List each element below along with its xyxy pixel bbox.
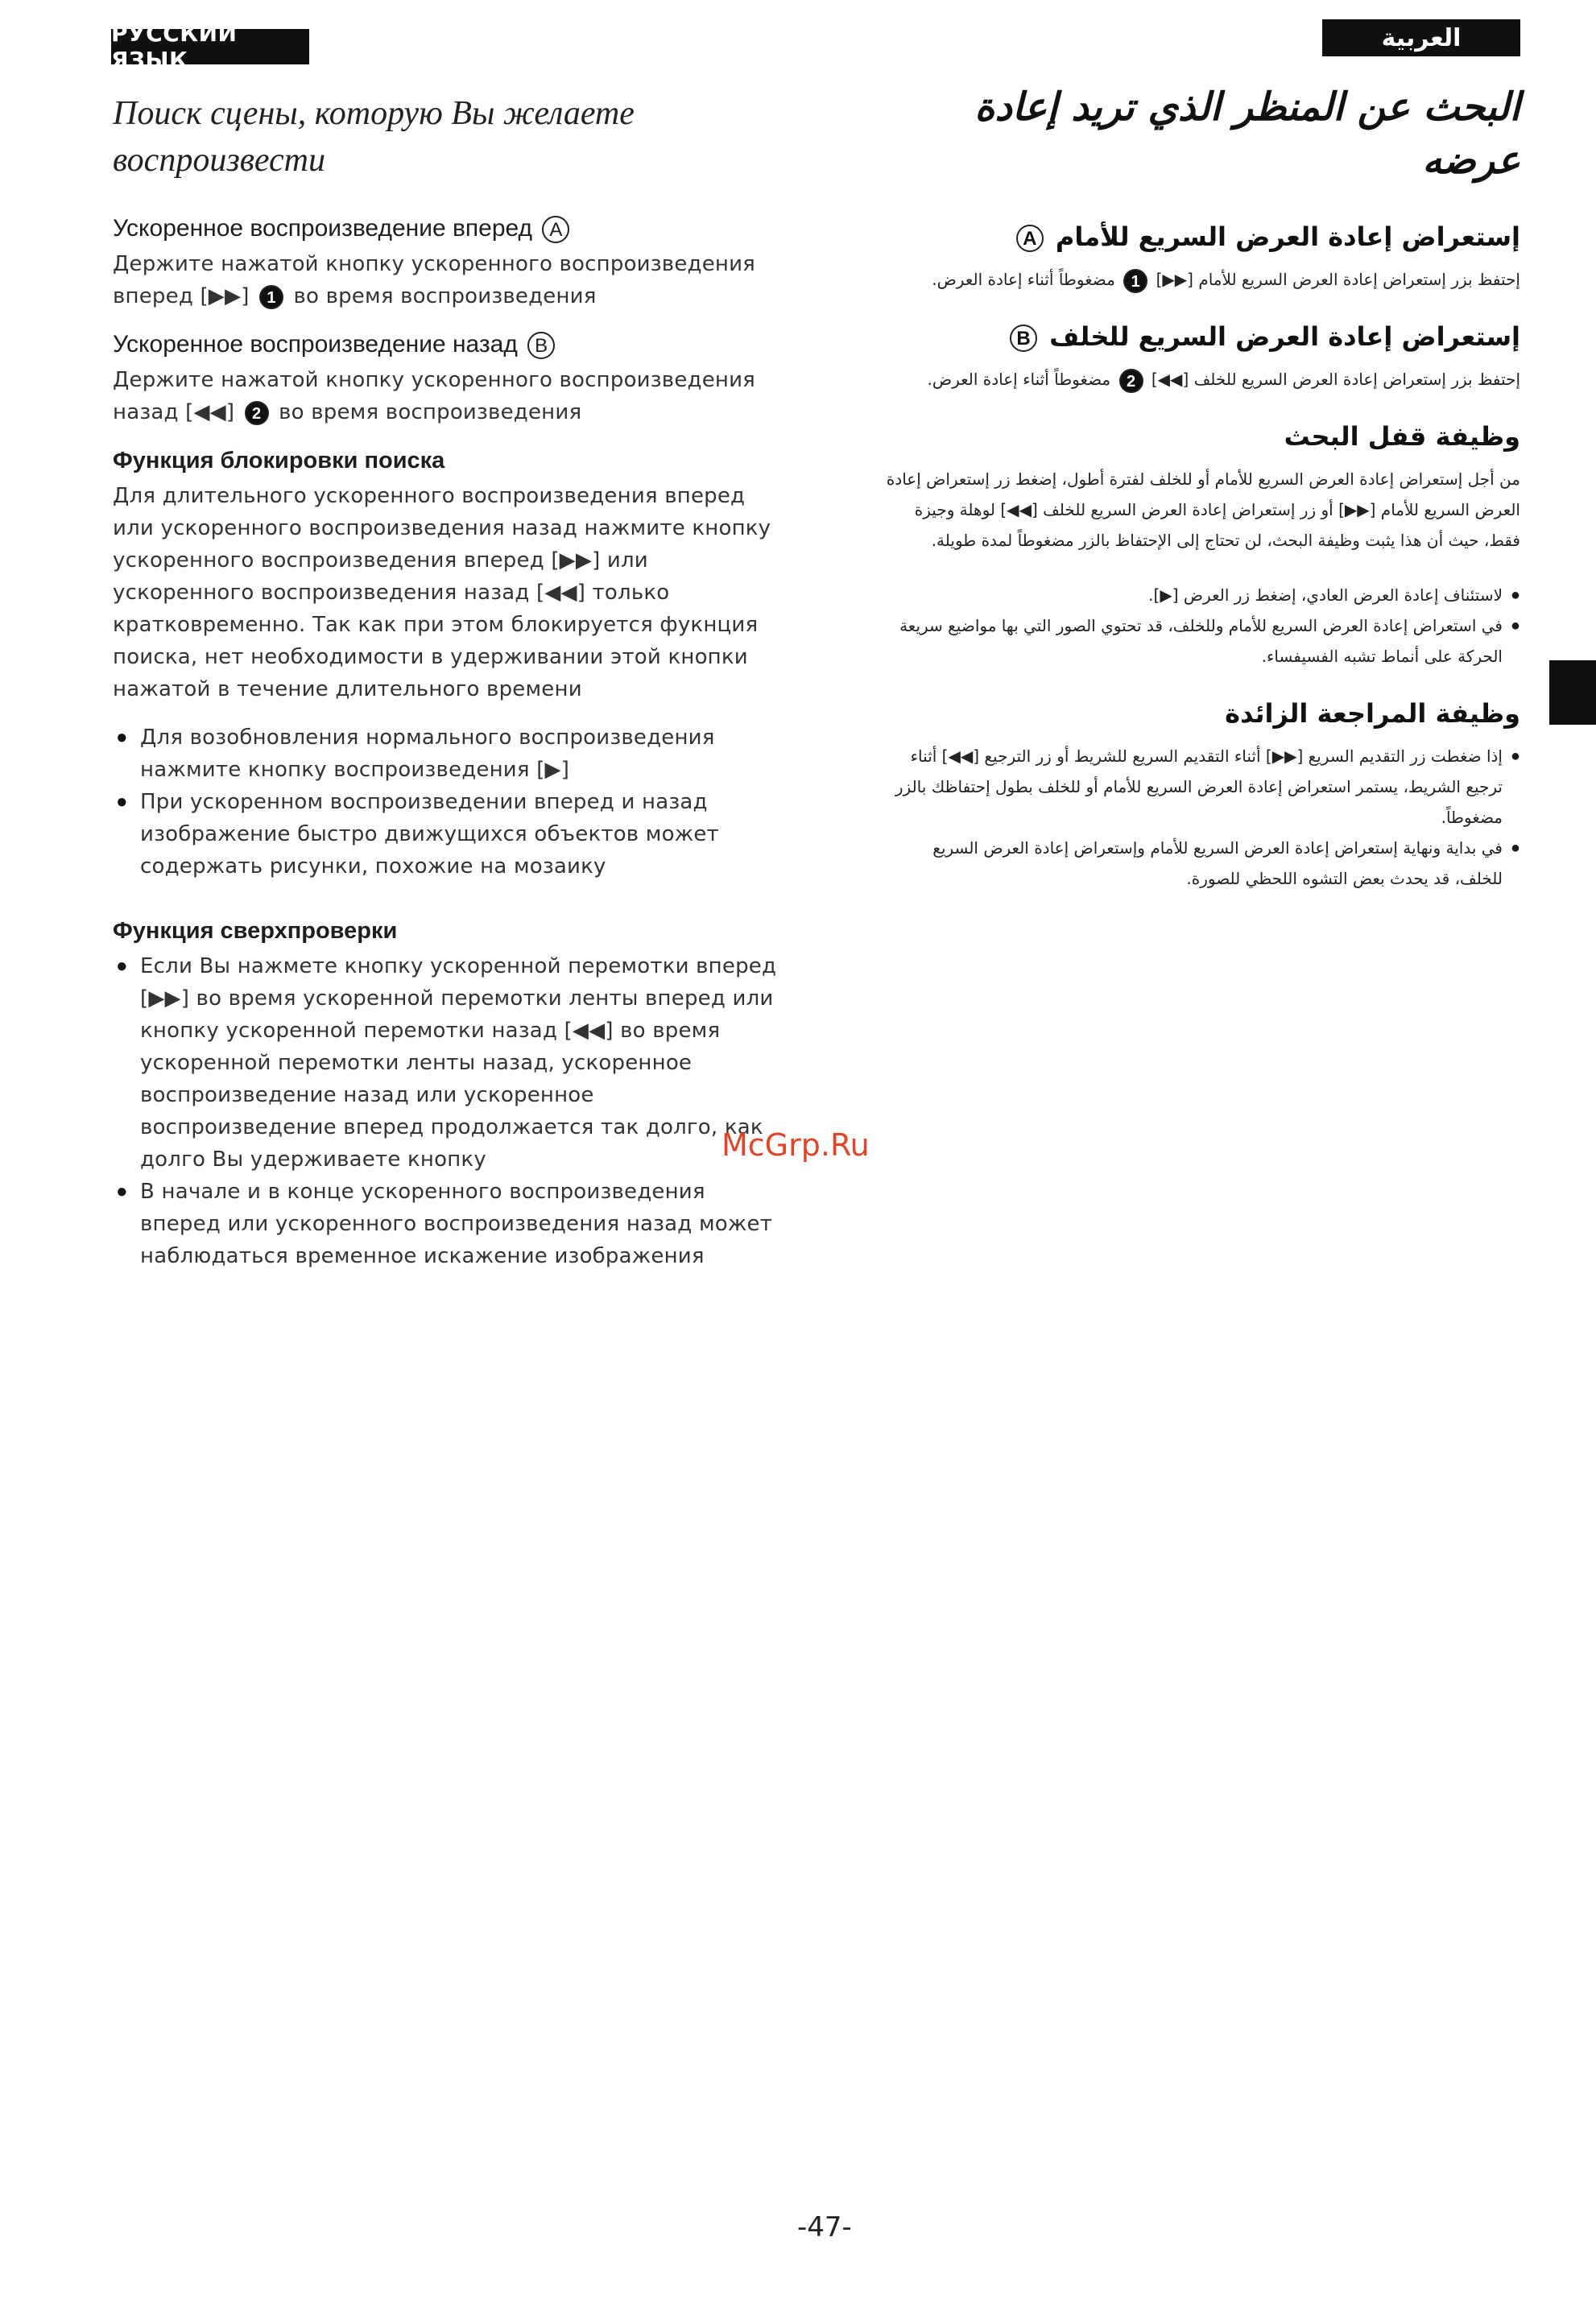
list-item — [886, 833, 1520, 894]
watermark: McGrp.Ru — [722, 1127, 870, 1163]
step-1-icon: 1 — [1123, 269, 1147, 293]
ru-heading-fast-forward-text: Ускоренное воспроизведение вперед — [113, 215, 533, 242]
russian-column — [113, 90, 781, 1304]
list-item — [113, 721, 781, 786]
ar-heading-fast-forward — [886, 219, 1520, 254]
arabic-language-badge: العربية — [1322, 19, 1520, 56]
ru-heading-rewind-text: Ускоренное воспроизведение назад — [113, 331, 518, 358]
list-item — [113, 950, 781, 1176]
ar-super-review-bullets — [886, 741, 1520, 894]
ru-fast-forward-text-2: во время воспроизведения — [293, 284, 597, 308]
bullet-icon: ● — [1510, 617, 1520, 635]
marker-b-icon: B — [1010, 325, 1037, 352]
ru-search-lock-bullets — [113, 721, 781, 883]
ar-fast-forward-text-2: مضغوطاً أثناء إعادة العرض. — [932, 270, 1115, 289]
ru-heading-rewind — [113, 329, 781, 361]
ru-heading-super-review: Функция сверхпроверки — [113, 918, 398, 944]
ru-rewind-text — [113, 364, 781, 428]
ar-heading-search-lock: وظيفة قفل البحث — [1284, 421, 1520, 452]
bullet-icon: ● — [1510, 586, 1520, 604]
ar-search-lock-text: من أجل إستعراض إعادة العرض السريع للأمام أو للخلف لفترة أطول، إضغط زر إستعراض إعادة العرض السريع للأمام [▶▶] أو زر إستعراض إعادة العرض السريع للخلف [◀◀] لوهلة وجيزة فقط، حيث أن هذا يثبت وظيفة البحث، لن تحتاج إلى الإحتفاظ بالزر مضغوطاً لمدة طويلة. — [886, 469, 1520, 550]
list-item-text: في بداية ونهاية إستعراض إعادة العرض السريع للأمام وإستعراض إعادة العرض السريع للخلف، قد يحدث بعض التشوه اللحظي للصورة. — [932, 838, 1503, 888]
bullet-icon: ● — [116, 955, 128, 977]
ru-fast-forward-text — [113, 248, 781, 312]
ru-search-lock-text: Для длительного ускоренного воспроизведения вперед или ускоренного воспроизведения назад нажмите кнопку ускоренного воспроизведения вперед [▶▶] или ускоренного воспроизведения назад [◀◀] только кратковременно. Так как при этом блокируется фукнция поиска, нет необходимости в удерживании этой кнопки нажатой в течение длительного времени — [113, 484, 771, 701]
list-item-text: В начале и в конце ускоренного воспроизведения вперед или ускоренного воспроизведения назад может наблюдаться временное искажение изображения — [140, 1180, 773, 1268]
bullet-icon: ● — [116, 1180, 128, 1202]
step-1-icon: 1 — [259, 285, 283, 309]
list-item — [886, 580, 1520, 610]
list-item — [886, 741, 1520, 833]
ru-fast-forward-text-1: Держите нажатой кнопку ускоренного воспроизведения вперед [▶▶] — [113, 252, 756, 308]
list-item-text: في استعراض إعادة العرض السريع للأمام وللخلف، قد تحتوي الصور التي بها مواضيع سريعة الحركة على أنماط تشبه الفسيفساء. — [899, 616, 1503, 666]
ar-heading-super-review: وظيفة المراجعة الزائدة — [1225, 698, 1520, 729]
ar-heading-rewind-text: إستعراض إعادة العرض السريع للخلف — [1049, 321, 1520, 352]
marker-a-icon: A — [1016, 225, 1044, 252]
ar-rewind-text-2: مضغوطاً أثناء إعادة العرض. — [927, 370, 1111, 389]
list-item — [113, 1176, 781, 1272]
step-2-icon: 2 — [1119, 369, 1143, 393]
ru-heading-fast-forward — [113, 213, 781, 245]
marker-b-icon: B — [527, 332, 555, 359]
list-item — [113, 786, 781, 883]
section-edge-tab — [1549, 660, 1596, 725]
list-item-text: إذا ضغطت زر التقديم السريع [▶▶] أثناء التقديم السريع للشريط أو زر الترجيع [◀◀] أثناء ترجيع الشريط، يستمر استعراض إعادة العرض السريع للأمام أو للخلف بطول إحتفاظك بالزر مضغوطاً. — [895, 746, 1503, 827]
ar-fast-forward-text — [886, 264, 1520, 295]
russian-language-badge: РУССКИЙ ЯЗЫК — [111, 29, 309, 64]
ar-heading-rewind — [886, 319, 1520, 354]
list-item-text: При ускоренном воспроизведении вперед и назад изображение быстро движущихся объектов может содержать рисунки, похожие на мозаику — [140, 790, 719, 879]
ar-search-lock-bullets — [886, 580, 1520, 672]
ar-fast-forward-text-1: إحتفظ بزر إستعراض إعادة العرض السريع للأمام [▶▶] — [1156, 270, 1520, 289]
page-number: -47- — [797, 2211, 852, 2243]
list-item-text: لاستئناف إعادة العرض العادي، إضغط زر العرض [▶]. — [1148, 585, 1503, 605]
arabic-column — [886, 81, 1520, 918]
ar-rewind-text — [886, 364, 1520, 395]
ru-super-review-bullets — [113, 950, 781, 1272]
bullet-icon: ● — [1510, 747, 1520, 765]
marker-a-icon: A — [542, 216, 569, 243]
ru-rewind-text-1: Держите нажатой кнопку ускоренного воспроизведения назад [◀◀] — [113, 368, 756, 424]
bullet-icon: ● — [1510, 839, 1520, 857]
list-item-text: Для возобновления нормального воспроизведения нажмите кнопку воспроизведения [▶] — [140, 726, 715, 782]
ar-heading-fast-forward-text: إستعراض إعادة العرض السريع للأمام — [1055, 221, 1520, 252]
ar-page-title: البحث عن المنظر الذي تريد إعادة عرضه — [974, 85, 1520, 183]
list-item-text: Если Вы нажмете кнопку ускоренной перемотки вперед [▶▶] во время ускоренной перемотки ленты вперед или кнопку ускоренной перемотки назад [◀◀] во время ускоренной перемотки ленты назад, ускоренное воспроизведение назад или ускоренное воспроизведение вперед продолжается так долго, как долго Вы удерживаете кнопку — [140, 954, 777, 1172]
step-2-icon: 2 — [245, 401, 269, 425]
ru-heading-search-lock: Функция блокировки поиска — [113, 448, 445, 473]
ru-rewind-text-2: во время воспроизведения — [279, 400, 582, 424]
list-item — [886, 610, 1520, 672]
bullet-icon: ● — [116, 791, 128, 812]
ru-page-title: Поиск сцены, которую Вы желаете воспроизвести — [113, 95, 635, 179]
bullet-icon: ● — [116, 726, 128, 748]
ar-rewind-text-1: إحتفظ بزر إستعراض إعادة العرض السريع للخلف [◀◀] — [1151, 370, 1520, 389]
